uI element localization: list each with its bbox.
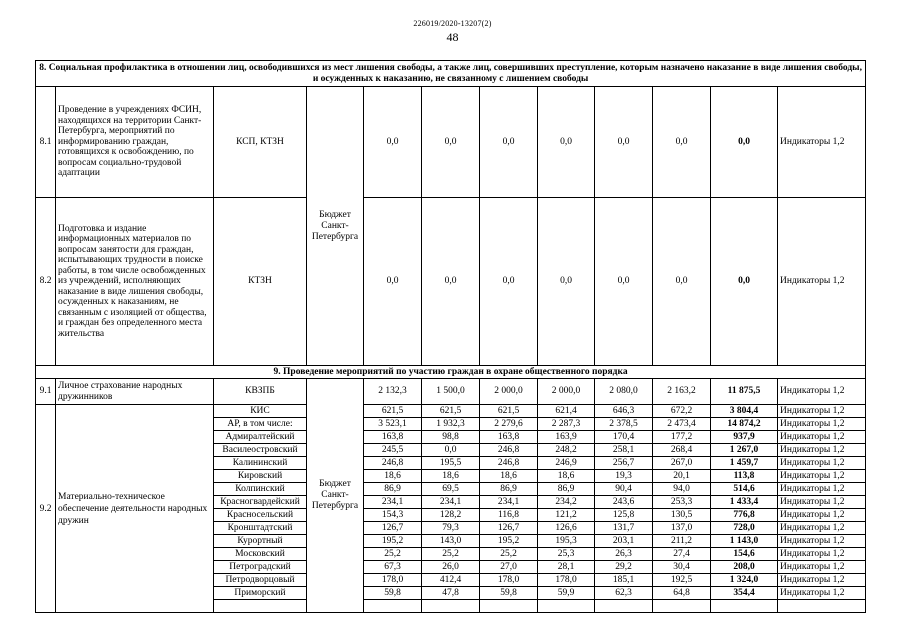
value-cell: 0,0 bbox=[653, 198, 711, 366]
value-cell: 185,1 bbox=[595, 574, 653, 587]
row-description: Личное страхование народных дружинников bbox=[56, 379, 214, 405]
value-cell bbox=[538, 600, 595, 613]
document-number: 226019/2020-13207(2) bbox=[413, 19, 492, 28]
row-executor: Красносельский bbox=[214, 509, 307, 522]
value-cell: 126,7 bbox=[364, 522, 422, 535]
value-cell: 128,2 bbox=[422, 509, 480, 522]
value-cell: 0,0 bbox=[480, 87, 538, 198]
row-executor: Колпинский bbox=[214, 483, 307, 496]
total-cell: 1 267,0 bbox=[711, 444, 778, 457]
value-cell: 59,8 bbox=[364, 587, 422, 600]
indicators-cell: Индикаторы 1,2 bbox=[778, 470, 866, 483]
total-cell: 1 143,0 bbox=[711, 535, 778, 548]
indicators-cell: Индикаторы 1,2 bbox=[778, 535, 866, 548]
program-table bbox=[35, 60, 866, 613]
value-cell: 116,8 bbox=[480, 509, 538, 522]
value-cell: 79,3 bbox=[422, 522, 480, 535]
value-cell: 25,2 bbox=[364, 548, 422, 561]
value-cell: 27,0 bbox=[480, 561, 538, 574]
value-cell: 62,3 bbox=[595, 587, 653, 600]
row-executor: Кировский bbox=[214, 470, 307, 483]
value-cell: 0,0 bbox=[538, 87, 595, 198]
row-executor: КВЗПБ bbox=[214, 379, 307, 405]
value-cell: 672,2 bbox=[653, 405, 711, 418]
value-cell: 64,8 bbox=[653, 587, 711, 600]
value-cell: 248,2 bbox=[538, 444, 595, 457]
value-cell: 621,5 bbox=[480, 405, 538, 418]
value-cell: 27,4 bbox=[653, 548, 711, 561]
value-cell: 2 000,0 bbox=[480, 379, 538, 405]
indicators-cell: Индикаторы 1,2 bbox=[778, 431, 866, 444]
total-cell: 0,0 bbox=[711, 198, 778, 366]
value-cell: 234,1 bbox=[422, 496, 480, 509]
funding-source: Бюджет Санкт-Петербурга bbox=[307, 379, 364, 613]
value-cell: 0,0 bbox=[595, 87, 653, 198]
value-cell: 0,0 bbox=[480, 198, 538, 366]
value-cell: 243,6 bbox=[595, 496, 653, 509]
indicators-cell: Индикаторы 1,2 bbox=[778, 198, 866, 366]
funding-source: Бюджет Санкт-Петербурга bbox=[307, 87, 364, 366]
section-9-title: 9. Проведение мероприятий по участию граждан в охране общественного порядка bbox=[36, 366, 866, 379]
row-number: 9.2 bbox=[36, 405, 56, 613]
value-cell: 256,7 bbox=[595, 457, 653, 470]
row-number: 8.2 bbox=[36, 198, 56, 366]
table-row bbox=[36, 405, 866, 418]
value-cell: 137,0 bbox=[653, 522, 711, 535]
value-cell: 246,8 bbox=[480, 457, 538, 470]
value-cell: 195,2 bbox=[480, 535, 538, 548]
value-cell: 621,5 bbox=[422, 405, 480, 418]
value-cell: 178,0 bbox=[538, 574, 595, 587]
value-cell: 268,4 bbox=[653, 444, 711, 457]
indicators-cell: Индикаторы 1,2 bbox=[778, 496, 866, 509]
row-executor: Кронштадтский bbox=[214, 522, 307, 535]
value-cell: 195,3 bbox=[538, 535, 595, 548]
indicators-cell: Индикаторы 1,2 bbox=[778, 379, 866, 405]
value-cell: 94,0 bbox=[653, 483, 711, 496]
value-cell: 163,8 bbox=[364, 431, 422, 444]
value-cell: 195,2 bbox=[364, 535, 422, 548]
indicators-cell: Индикаторы 1,2 bbox=[778, 509, 866, 522]
value-cell: 258,1 bbox=[595, 444, 653, 457]
indicators-cell: Индикаторы 1,2 bbox=[778, 444, 866, 457]
value-cell: 2 473,4 bbox=[653, 418, 711, 431]
value-cell bbox=[480, 600, 538, 613]
value-cell: 25,3 bbox=[538, 548, 595, 561]
row-executor: Адмиралтейский bbox=[214, 431, 307, 444]
value-cell bbox=[595, 600, 653, 613]
row-executor: Петроградский bbox=[214, 561, 307, 574]
value-cell: 267,0 bbox=[653, 457, 711, 470]
value-cell: 130,5 bbox=[653, 509, 711, 522]
value-cell: 178,0 bbox=[364, 574, 422, 587]
value-cell: 0,0 bbox=[422, 444, 480, 457]
indicators-cell: Индикаторы 1,2 bbox=[778, 561, 866, 574]
value-cell: 2 287,3 bbox=[538, 418, 595, 431]
value-cell: 2 378,5 bbox=[595, 418, 653, 431]
value-cell: 2 000,0 bbox=[538, 379, 595, 405]
value-cell: 0,0 bbox=[364, 87, 422, 198]
row-executor: Приморский bbox=[214, 587, 307, 600]
row-number: 9.1 bbox=[36, 379, 56, 405]
row-executor: КТЗН bbox=[214, 198, 307, 366]
value-cell: 1 932,3 bbox=[422, 418, 480, 431]
section-8-title: 8. Социальная профилактика в отношении лиц, освободившихся из мест лишения свободы, а также лиц, совершивших преступление, которым назначено наказание в виде лишения свободы, и осужденных к наказанию, не связанному с лишением свободы bbox=[36, 61, 866, 87]
value-cell: 203,1 bbox=[595, 535, 653, 548]
indicators-cell: Индикаторы 1,2 bbox=[778, 418, 866, 431]
value-cell: 253,3 bbox=[653, 496, 711, 509]
value-cell: 2 163,2 bbox=[653, 379, 711, 405]
indicators-cell: Индикаторы 1,2 bbox=[778, 457, 866, 470]
total-cell: 937,9 bbox=[711, 431, 778, 444]
indicators-cell: Индикаторы 1,2 bbox=[778, 483, 866, 496]
value-cell: 163,8 bbox=[480, 431, 538, 444]
value-cell: 67,3 bbox=[364, 561, 422, 574]
value-cell: 412,4 bbox=[422, 574, 480, 587]
value-cell: 2 132,3 bbox=[364, 379, 422, 405]
value-cell: 192,5 bbox=[653, 574, 711, 587]
value-cell: 59,9 bbox=[538, 587, 595, 600]
table-row bbox=[36, 198, 866, 366]
value-cell: 59,8 bbox=[480, 587, 538, 600]
value-cell bbox=[364, 600, 422, 613]
value-cell: 25,2 bbox=[480, 548, 538, 561]
value-cell: 125,8 bbox=[595, 509, 653, 522]
indicators-cell bbox=[778, 600, 866, 613]
row-executor: Василеостровский bbox=[214, 444, 307, 457]
total-cell: 1 324,0 bbox=[711, 574, 778, 587]
table-row bbox=[36, 379, 866, 405]
value-cell: 246,9 bbox=[538, 457, 595, 470]
row-executor bbox=[214, 600, 307, 613]
value-cell: 646,3 bbox=[595, 405, 653, 418]
value-cell: 154,3 bbox=[364, 509, 422, 522]
value-cell: 26,0 bbox=[422, 561, 480, 574]
value-cell: 86,9 bbox=[480, 483, 538, 496]
value-cell bbox=[422, 600, 480, 613]
value-cell: 29,2 bbox=[595, 561, 653, 574]
value-cell: 0,0 bbox=[364, 198, 422, 366]
row-executor: Калининский bbox=[214, 457, 307, 470]
value-cell: 1 500,0 bbox=[422, 379, 480, 405]
value-cell: 25,2 bbox=[422, 548, 480, 561]
indicators-cell: Индикаторы 1,2 bbox=[778, 522, 866, 535]
row-executor: Петродворцовый bbox=[214, 574, 307, 587]
value-cell: 621,4 bbox=[538, 405, 595, 418]
value-cell: 30,4 bbox=[653, 561, 711, 574]
total-cell: 154,6 bbox=[711, 548, 778, 561]
value-cell: 126,6 bbox=[538, 522, 595, 535]
value-cell: 18,6 bbox=[364, 470, 422, 483]
value-cell: 86,9 bbox=[364, 483, 422, 496]
value-cell: 18,6 bbox=[422, 470, 480, 483]
value-cell: 86,9 bbox=[538, 483, 595, 496]
total-cell: 1 459,7 bbox=[711, 457, 778, 470]
value-cell: 20,1 bbox=[653, 470, 711, 483]
total-cell bbox=[711, 600, 778, 613]
value-cell: 0,0 bbox=[538, 198, 595, 366]
total-cell: 14 874,2 bbox=[711, 418, 778, 431]
total-cell: 1 433,4 bbox=[711, 496, 778, 509]
row-executor: Московский bbox=[214, 548, 307, 561]
total-cell: 0,0 bbox=[711, 87, 778, 198]
value-cell: 246,8 bbox=[364, 457, 422, 470]
value-cell: 19,3 bbox=[595, 470, 653, 483]
row-description: Подготовка и издание информационных материалов по вопросам занятости для граждан, испытывающих трудности в поиске работы, в том числе освобожденных из учреждений, исполняющих наказание в виде лишения свободы, осужденных к наказаниям, не связанным с изоляцией от общества, и граждан без определенного места жительства bbox=[56, 198, 214, 366]
value-cell: 18,6 bbox=[480, 470, 538, 483]
row-executor: АР, в том числе: bbox=[214, 418, 307, 431]
value-cell: 47,8 bbox=[422, 587, 480, 600]
row-description: Проведение в учреждениях ФСИН, находящихся на территории Санкт-Петербурга, мероприятий по информированию граждан, готовящихся к освобождению, по вопросам социально-трудовой адаптации bbox=[56, 87, 214, 198]
total-cell: 728,0 bbox=[711, 522, 778, 535]
value-cell: 69,5 bbox=[422, 483, 480, 496]
value-cell: 0,0 bbox=[422, 87, 480, 198]
value-cell: 18,6 bbox=[538, 470, 595, 483]
row-executor: Красногвардейский bbox=[214, 496, 307, 509]
value-cell: 90,4 bbox=[595, 483, 653, 496]
value-cell: 234,1 bbox=[364, 496, 422, 509]
total-cell: 208,0 bbox=[711, 561, 778, 574]
value-cell: 131,7 bbox=[595, 522, 653, 535]
total-cell: 113,8 bbox=[711, 470, 778, 483]
value-cell: 143,0 bbox=[422, 535, 480, 548]
value-cell: 0,0 bbox=[653, 87, 711, 198]
value-cell: 126,7 bbox=[480, 522, 538, 535]
row-executor: Курортный bbox=[214, 535, 307, 548]
row-executor: КСП, КТЗН bbox=[214, 87, 307, 198]
row-number: 8.1 bbox=[36, 87, 56, 198]
total-cell: 11 875,5 bbox=[711, 379, 778, 405]
value-cell: 178,0 bbox=[480, 574, 538, 587]
value-cell: 98,8 bbox=[422, 431, 480, 444]
row-executor: КИС bbox=[214, 405, 307, 418]
table-row bbox=[36, 87, 866, 198]
total-cell: 776,8 bbox=[711, 509, 778, 522]
value-cell: 2 279,6 bbox=[480, 418, 538, 431]
value-cell: 170,4 bbox=[595, 431, 653, 444]
value-cell: 0,0 bbox=[595, 198, 653, 366]
value-cell: 245,5 bbox=[364, 444, 422, 457]
indicators-cell: Индикаторы 1,2 bbox=[778, 574, 866, 587]
value-cell: 3 523,1 bbox=[364, 418, 422, 431]
indicators-cell: Индикаторы 1,2 bbox=[778, 87, 866, 198]
value-cell: 195,5 bbox=[422, 457, 480, 470]
value-cell: 2 080,0 bbox=[595, 379, 653, 405]
indicators-cell: Индикаторы 1,2 bbox=[778, 548, 866, 561]
value-cell: 211,2 bbox=[653, 535, 711, 548]
value-cell bbox=[653, 600, 711, 613]
value-cell: 0,0 bbox=[422, 198, 480, 366]
row-description: Материально-техническое обеспечение деятельности народных дружин bbox=[56, 405, 214, 613]
value-cell: 28,1 bbox=[538, 561, 595, 574]
indicators-cell: Индикаторы 1,2 bbox=[778, 405, 866, 418]
value-cell: 163,9 bbox=[538, 431, 595, 444]
value-cell: 26,3 bbox=[595, 548, 653, 561]
indicators-cell: Индикаторы 1,2 bbox=[778, 587, 866, 600]
value-cell: 621,5 bbox=[364, 405, 422, 418]
value-cell: 177,2 bbox=[653, 431, 711, 444]
total-cell: 354,4 bbox=[711, 587, 778, 600]
value-cell: 246,8 bbox=[480, 444, 538, 457]
value-cell: 234,2 bbox=[538, 496, 595, 509]
total-cell: 514,6 bbox=[711, 483, 778, 496]
value-cell: 234,1 bbox=[480, 496, 538, 509]
total-cell: 3 804,4 bbox=[711, 405, 778, 418]
page-number: 48 bbox=[446, 30, 459, 44]
value-cell: 121,2 bbox=[538, 509, 595, 522]
